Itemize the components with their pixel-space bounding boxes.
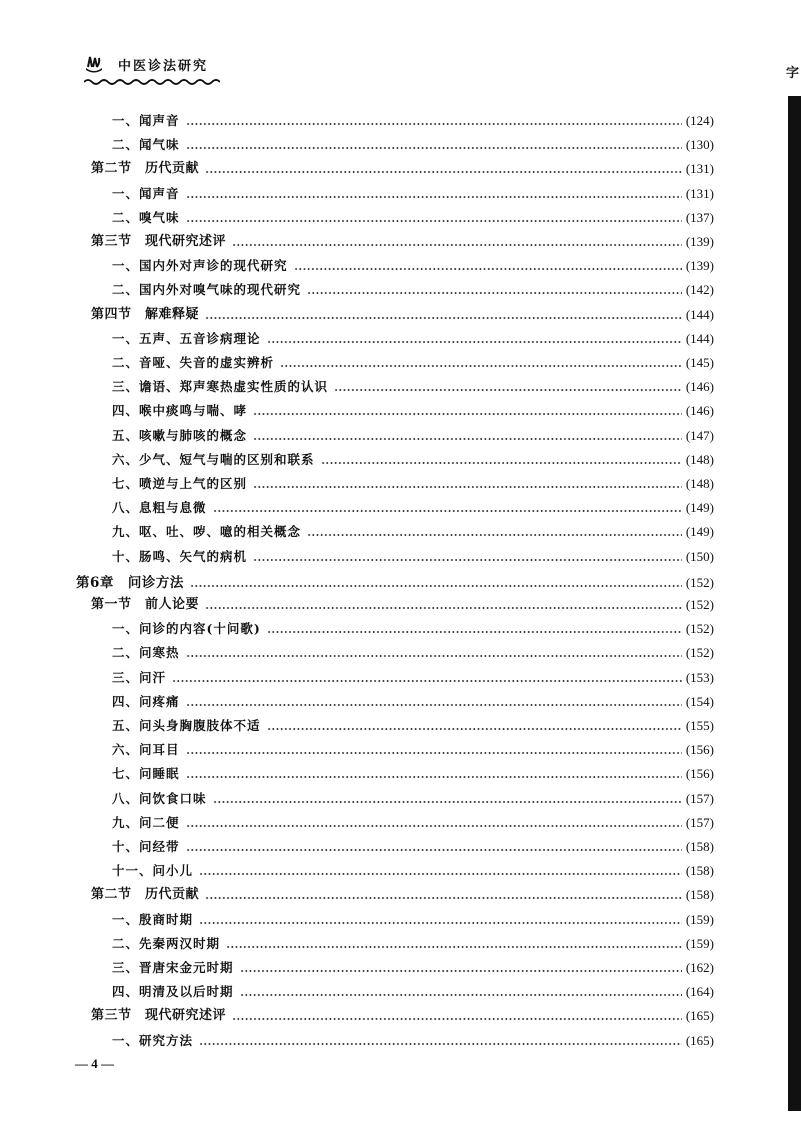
- dot-leader: [294, 268, 682, 270]
- toc-section: [91, 1002, 714, 1024]
- toc-entry-title: 四、问疼痛: [112, 693, 180, 709]
- toc-entry-page: (157): [685, 790, 714, 806]
- toc-entry-title: 七、问睡眠: [112, 766, 180, 782]
- dot-leader: [186, 220, 682, 222]
- dot-leader: [186, 704, 682, 706]
- dot-leader: [186, 655, 682, 657]
- toc-entry-page: (139): [685, 234, 714, 249]
- toc-entry-title: 四、喉中痰鸣与喘、哮: [112, 403, 248, 419]
- toc-entry-title: 一、研究方法: [112, 1032, 194, 1048]
- toc-entry-page: (148): [685, 476, 714, 491]
- toc-entry: [112, 180, 714, 202]
- toc-entry-page: (144): [685, 330, 714, 346]
- book-logo-icon: [84, 54, 104, 74]
- dot-leader: [280, 365, 682, 367]
- dot-leader: [199, 873, 682, 875]
- toc-entry: [112, 349, 714, 371]
- toc-entry-title: 十、问经带: [112, 839, 180, 854]
- toc-entry: [112, 373, 714, 395]
- toc-entry-title: 二、问寒热: [112, 645, 180, 661]
- toc-entry: [112, 470, 714, 492]
- toc-entry-title: 八、问饮食口味: [112, 790, 207, 806]
- toc-entry-title: 一、国内外对声诊的现代研究: [112, 258, 288, 274]
- toc-entry-title: 第二节 历代贡献: [91, 161, 200, 177]
- toc-entry-title: 二、先秦两汉时期: [112, 935, 221, 951]
- dot-leader: [172, 680, 682, 682]
- toc-entry: [112, 954, 714, 976]
- toc-entry-page: (165): [685, 1032, 714, 1048]
- toc-entry: [112, 131, 714, 153]
- dot-leader: [186, 123, 682, 125]
- toc-entry-page: (158): [685, 887, 714, 903]
- toc-entry: [112, 664, 714, 686]
- dot-leader: [334, 389, 682, 391]
- dot-leader: [213, 801, 682, 803]
- toc-entry-title: 第6章 问诊方法: [76, 574, 184, 591]
- dot-leader: [232, 244, 682, 246]
- dot-leader: [253, 438, 682, 440]
- toc-entry: [112, 639, 714, 661]
- toc-entry-page: (165): [685, 1008, 714, 1024]
- toc-entry-page: (131): [685, 185, 714, 201]
- toc-entry-title: 六、少气、短气与喘的区别和联系: [112, 451, 315, 467]
- toc-entry: [112, 833, 714, 855]
- toc-entry-title: 一、殷商时期: [112, 911, 194, 927]
- toc-entry-title: 二、嗅气味: [112, 209, 180, 225]
- toc-entry-title: 第三节 现代研究述评: [91, 1008, 227, 1024]
- toc-entry-page: (144): [685, 306, 714, 322]
- toc-entry: [112, 930, 714, 952]
- dot-leader: [321, 462, 682, 464]
- toc-entry: [112, 712, 714, 734]
- toc-entry-page: (159): [685, 935, 714, 951]
- toc-entry-page: (152): [685, 621, 714, 637]
- toc-entry: [112, 760, 714, 782]
- toc-section: [91, 591, 714, 613]
- scan-edge-shadow: [788, 96, 801, 1111]
- toc-entry-title: 五、问头身胸腹肢体不适: [112, 718, 261, 733]
- toc-entry: [112, 615, 714, 637]
- toc-entry-page: (137): [685, 209, 714, 225]
- toc-section: [91, 301, 714, 323]
- dot-leader: [186, 147, 682, 149]
- toc-entry-title: 十一、问小儿: [112, 863, 194, 879]
- toc-entry-page: (164): [685, 984, 714, 1000]
- toc-entry: [112, 736, 714, 758]
- dot-leader: [199, 922, 682, 924]
- dot-leader: [253, 486, 682, 488]
- toc-entry-page: (150): [685, 548, 714, 564]
- toc-entry-title: 九、呕、吐、哕、噫的相关概念: [112, 524, 302, 540]
- toc-entry-title: 二、音哑、失音的虚实辨析: [112, 355, 275, 370]
- toc-section: [91, 155, 714, 177]
- toc-entry: [112, 688, 714, 710]
- toc-entry-title: 五、咳嗽与肺咳的概念: [112, 427, 248, 443]
- toc-entry: [112, 252, 714, 274]
- toc-entry-page: (124): [685, 113, 714, 128]
- toc-entry-page: (152): [685, 597, 714, 612]
- dot-leader: [267, 728, 682, 730]
- dot-leader: [232, 1018, 682, 1020]
- toc-entry-page: (152): [685, 645, 714, 661]
- toc-entry: [112, 906, 714, 928]
- toc-entry-page: (130): [685, 137, 714, 153]
- toc-entry-page: (162): [685, 960, 714, 975]
- dot-leader: [307, 534, 682, 536]
- dot-leader: [240, 970, 682, 972]
- toc-entry-title: 四、明清及以后时期: [112, 984, 234, 1000]
- toc-entry-page: (158): [685, 839, 714, 854]
- toc-entry: [112, 543, 714, 565]
- toc-entry-page: (157): [685, 814, 714, 830]
- toc-entry-title: 一、闻声音: [112, 185, 180, 201]
- toc-entry: [112, 494, 714, 516]
- toc-entry-page: (146): [685, 403, 714, 419]
- toc-entry-page: (154): [685, 693, 714, 709]
- toc-entry-title: 十、肠鸣、矢气的病机: [112, 548, 248, 564]
- toc-entry: [112, 397, 714, 419]
- dot-leader: [267, 631, 682, 633]
- dot-leader: [253, 413, 682, 415]
- toc-entry: [112, 204, 714, 226]
- toc-entry-page: (131): [685, 161, 714, 177]
- toc-entry-title: 一、五声、五音诊病理论: [112, 330, 261, 346]
- toc-entry-page: (145): [685, 355, 714, 370]
- dot-leader: [199, 1043, 682, 1045]
- dot-leader: [253, 559, 682, 561]
- toc-entry: [112, 1027, 714, 1049]
- dot-leader: [240, 994, 682, 996]
- toc-entry-title: 一、闻声音: [112, 113, 180, 128]
- toc-entry: [112, 978, 714, 1000]
- toc-entry-title: 第一节 前人论要: [91, 597, 200, 612]
- toc-section: [91, 881, 714, 903]
- header-wave-rule: [84, 78, 220, 86]
- toc-entry: [112, 422, 714, 444]
- toc-entry-page: (142): [685, 282, 714, 298]
- toc-entry: [112, 518, 714, 540]
- toc-entry-page: (139): [685, 258, 714, 274]
- toc-entry: [112, 785, 714, 807]
- dot-leader: [186, 196, 682, 198]
- dot-leader: [186, 849, 682, 851]
- toc-entry-page: (149): [685, 500, 714, 516]
- toc-entry-title: 一、问诊的内容(十问歌): [112, 621, 261, 637]
- toc-entry-title: 第二节 历代贡献: [91, 887, 200, 903]
- toc-chapter: [76, 569, 714, 591]
- dot-leader: [186, 825, 682, 827]
- toc-entry-page: (156): [685, 742, 714, 758]
- dot-leader: [267, 341, 682, 343]
- toc-entry-title: 三、谵语、郑声寒热虚实性质的认识: [112, 379, 329, 395]
- dot-leader: [205, 171, 682, 173]
- toc-entry: [112, 107, 714, 129]
- toc-entry-title: 六、问耳目: [112, 742, 180, 758]
- running-header: [84, 54, 208, 74]
- adjacent-page-character: 字: [786, 66, 800, 81]
- toc-entry: [112, 809, 714, 831]
- book-title: 中医诊法研究: [118, 58, 209, 74]
- toc-entry-page: (146): [685, 379, 714, 395]
- dot-leader: [190, 585, 682, 587]
- page-number: — 4 —: [75, 1056, 114, 1071]
- toc-entry-title: 第三节 现代研究述评: [91, 234, 227, 249]
- toc-entry-page: (156): [685, 766, 714, 782]
- dot-leader: [186, 776, 682, 778]
- toc-entry-title: 第四节 解难释疑: [91, 306, 200, 322]
- toc-entry-page: (152): [685, 574, 714, 590]
- dot-leader: [213, 510, 682, 512]
- toc-entry-page: (153): [685, 669, 714, 685]
- toc-entry: [112, 446, 714, 468]
- toc-entry-title: 三、问汗: [112, 669, 167, 685]
- toc-entry-title: 八、息粗与息微: [112, 500, 207, 516]
- dot-leader: [205, 317, 682, 319]
- toc-entry: [112, 857, 714, 879]
- toc-entry-page: (155): [685, 718, 714, 733]
- toc-entry-page: (148): [685, 451, 714, 467]
- toc-entry-title: 三、晋唐宋金元时期: [112, 960, 234, 975]
- toc-entry-page: (158): [685, 863, 714, 879]
- toc-entry: [112, 325, 714, 347]
- toc-entry-title: 七、喷逆与上气的区别: [112, 476, 248, 491]
- toc-entry-title: 九、问二便: [112, 814, 180, 830]
- dot-leader: [226, 946, 682, 948]
- toc-entry: [112, 276, 714, 298]
- dot-leader: [186, 752, 682, 754]
- toc-section: [91, 228, 714, 250]
- toc-entry-title: 二、闻气味: [112, 137, 180, 153]
- toc-entry-page: (159): [685, 911, 714, 927]
- toc-entry-page: (147): [685, 427, 714, 443]
- dot-leader: [307, 292, 682, 294]
- dot-leader: [205, 607, 682, 609]
- toc-entry-title: 二、国内外对嗅气味的现代研究: [112, 282, 302, 298]
- dot-leader: [205, 897, 682, 899]
- toc-entry-page: (149): [685, 524, 714, 540]
